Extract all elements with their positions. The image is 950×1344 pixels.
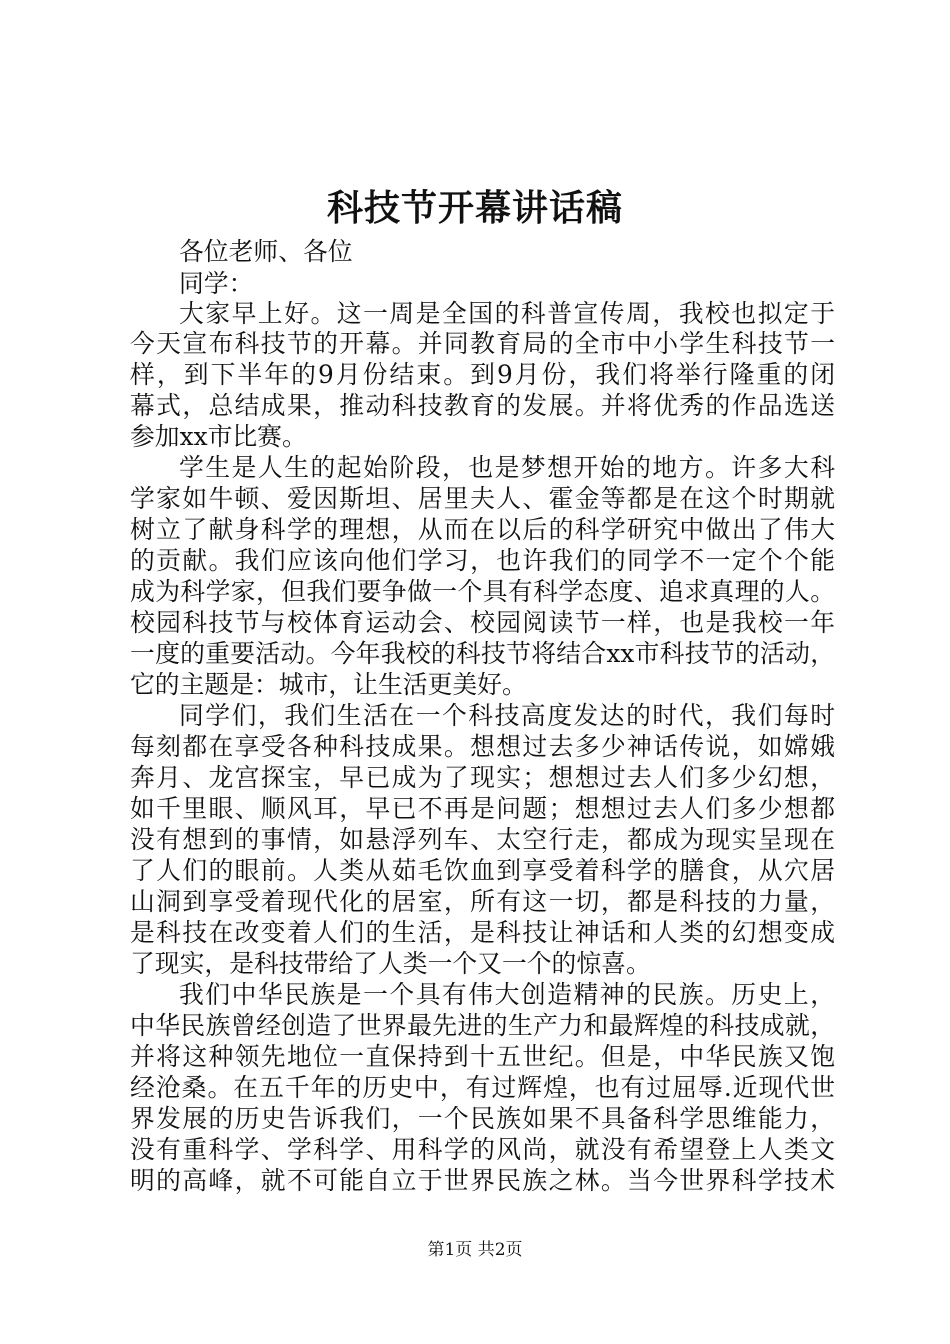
text-line: 样，到下半年的9月份结束。到9月份，我们将举行隆重的闭 [130, 360, 835, 389]
page-footer: 第1页 共2页 [427, 1240, 523, 1260]
text-line: 今天宣布科技节的开幕。并同教育局的全市中小学生科技节一 [130, 329, 835, 358]
text-line: 成为科学家，但我们要争做一个具有科学态度、追求真理的人。 [130, 577, 835, 606]
text-line: 经沧桑。在五千年的历史中，有过辉煌，也有过屈辱.近现代世 [130, 1073, 835, 1102]
text-line: 校园科技节与校体育运动会、校园阅读节一样，也是我校一年 [130, 608, 835, 637]
text-line: 明的高峰，就不可能自立于世界民族之林。当今世界科学技术 [130, 1166, 835, 1195]
text-line: 每刻都在享受各种科技成果。想想过去多少神话传说，如嫦娥 [130, 732, 835, 761]
text-line: 学家如牛顿、爱因斯坦、居里夫人、霍金等都是在这个时期就 [130, 484, 835, 513]
text-line: 同学： [179, 269, 254, 298]
text-line: 学生是人生的起始阶段，也是梦想开始的地方。许多大科 [179, 453, 835, 482]
text-line: 没有重科学、学科学、用科学的风尚，就没有希望登上人类文 [130, 1135, 835, 1164]
text-line: 的贡献。我们应该向他们学习，也许我们的同学不一定个个能 [130, 546, 835, 575]
text-line: 没有想到的事情，如悬浮列车、太空行走，都成为现实呈现在 [130, 825, 835, 854]
text-line: 奔月、龙宫探宝，早已成为了现实；想想过去人们多少幻想， [130, 763, 835, 792]
text-line: 了人们的眼前。人类从茹毛饮血到享受着科学的膳食，从穴居 [130, 856, 835, 885]
text-line: 我们中华民族是一个具有伟大创造精神的民族。历史上， [179, 980, 835, 1009]
text-line: 一度的重要活动。今年我校的科技节将结合xx市科技节的活动， [130, 639, 835, 668]
text-line: 界发展的历史告诉我们，一个民族如果不具备科学思维能力， [130, 1104, 835, 1133]
document-title: 科技节开幕讲话稿 [326, 187, 623, 229]
text-line: 并将这种领先地位一直保持到十五世纪。但是，中华民族又饱 [130, 1042, 835, 1071]
text-line: 同学们，我们生活在一个科技高度发达的时代，我们每时 [179, 701, 835, 730]
text-line: 各位老师、各位 [179, 237, 353, 266]
text-line: 参加xx市比赛。 [130, 422, 307, 451]
text-line: 幕式，总结成果，推动科技教育的发展。并将优秀的作品选送 [130, 391, 835, 420]
text-line: 如千里眼、顺风耳，早已不再是问题；想想过去人们多少想都 [130, 794, 835, 823]
text-line: 树立了献身科学的理想，从而在以后的科学研究中做出了伟大 [130, 515, 835, 544]
text-line: 了现实，是科技带给了人类一个又一个的惊喜。 [130, 949, 651, 978]
text-line: 是科技在改变着人们的生活，是科技让神话和人类的幻想变成 [130, 918, 835, 947]
text-line: 山洞到享受着现代化的居室，所有这一切，都是科技的力量， [130, 887, 835, 916]
text-line: 它的主题是：城市，让生活更美好。 [130, 670, 527, 699]
text-line: 大家早上好。这一周是全国的科普宣传周，我校也拟定于 [179, 299, 835, 328]
text-line: 中华民族曾经创造了世界最先进的生产力和最辉煌的科技成就， [130, 1011, 835, 1040]
